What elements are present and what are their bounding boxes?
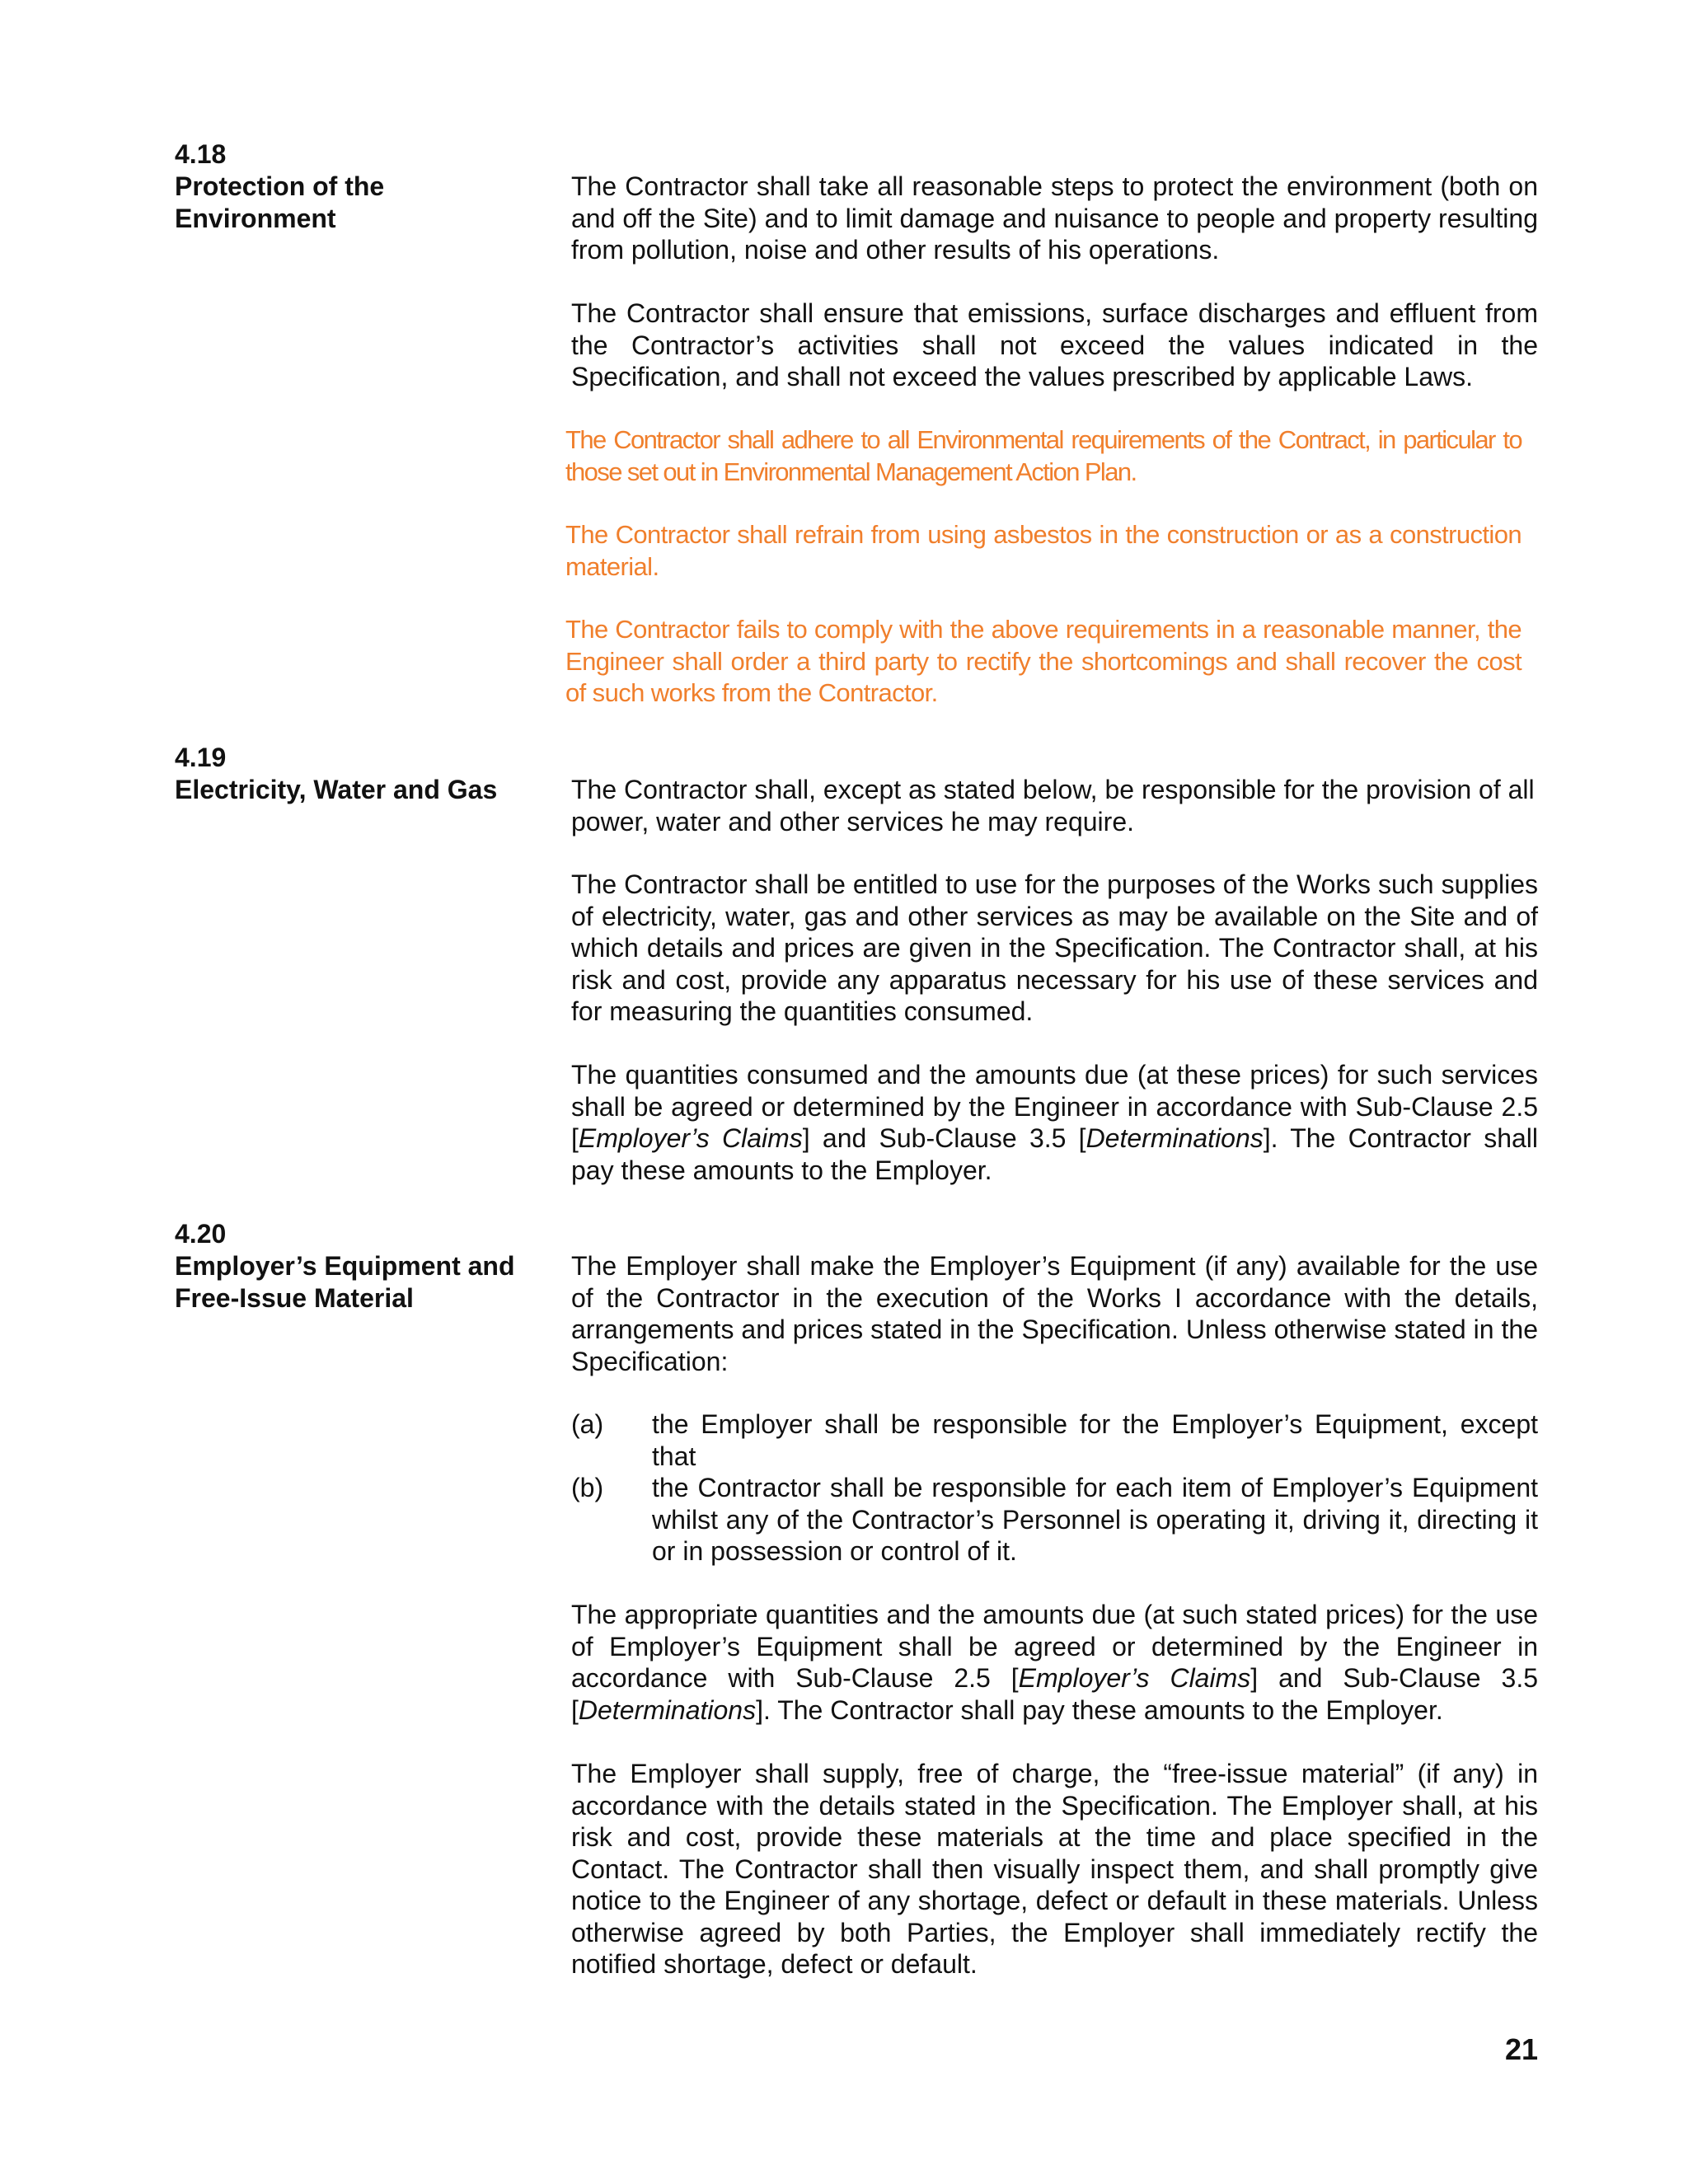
list-item — [571, 1472, 1538, 1568]
clause-reference: Employer’s Claims — [1018, 1663, 1251, 1693]
paragraph: The Contractor shall ensure that emissions, surface discharges and effluent from the Contractor’s activities shall not exceed the values indicated in the Specification, and shall not exceed the values prescribed by applicable Laws. — [571, 298, 1538, 391]
section-heading-4-20 — [175, 1218, 521, 1315]
list-text: the Contractor shall be responsible for each item of Employer’s Equipment whilst any of the Contractor’s Personnel is operating it, driving it, directing it or in possession or control of it. — [652, 1473, 1538, 1566]
page-number: 21 — [1504, 2032, 1538, 2066]
section-title: Protection of the Environment — [175, 171, 385, 233]
paragraph: The Contractor shall, except as stated below, be responsible for the provision of all power, water and other services he may require. — [571, 775, 1535, 837]
paragraph: The Contractor shall be entitled to use for the purposes of the Works such supplies of electricity, water, gas and other services as may be available on the Site and of which details and prices are given in the Specification. The Contractor shall, at his risk and cost, provide any apparatus necessary for his use of these services and for measuring the quantities consumed. — [571, 869, 1538, 1026]
section-number: 4.19 — [175, 743, 227, 772]
section-heading-4-19 — [175, 742, 521, 806]
paragraph: The Employer shall make the Employer’s Equipment (if any) available for the use of the Contractor in the execution of the Works I accordance with the details, arrangements and prices stated in the Specification. Unless otherwise stated in the Specification: — [571, 1251, 1538, 1376]
section-heading-4-18 — [175, 138, 521, 235]
text-run: The quantities consumed and the amounts due (at these prices) for such services shall be agreed or determined by the Engineer in accordance with Sub-Clause 2.5 [ — [571, 1060, 1538, 1153]
list-text: the Employer shall be responsible for the Employer’s Equipment, except that — [652, 1409, 1538, 1471]
paragraph: The Employer shall supply, free of charge, the “free-issue material” (if any) in accordance with the details stated in the Specification. The Employer shall, at his risk and cost, provide these materials at the time and place specified in the Contact. The Contractor shall then visually inspect them, and shall promptly give notice to the Engineer of any shortage, defect or default in these materials. Unless otherwise agreed by both Parties, the Employer shall immediately rectify the notified shortage, defect or default. — [571, 1759, 1538, 1979]
clause-reference: Determinations — [578, 1694, 757, 1725]
section-title: Employer’s Equipment and Free-Issue Material — [175, 1251, 515, 1313]
section-number: 4.18 — [175, 139, 227, 169]
clause-reference: Employer’s Claims — [578, 1123, 803, 1153]
list-marker: (a) — [571, 1409, 604, 1439]
text-run: ] and Sub-Clause 3.5 [ — [571, 1663, 1539, 1725]
paragraph-with-references — [571, 1059, 1538, 1186]
amended-paragraph: The Contractor shall refrain from using asbestos in the construction or as a construction material. — [565, 520, 1522, 581]
amended-paragraph: The Contractor fails to comply with the above requirements in a reasonable manner, the Engineer shall order a third party to rectify the shortcomings and shall recover the cost of such works from the Contractor. — [565, 615, 1522, 707]
text-run: The appropriate quantities and the amounts due (at such stated prices) for the use of Employer’s Equipment shall be agreed or determined by the Engineer in accordance with Sub-Clause 2.5 [ — [571, 1600, 1538, 1693]
section-number: 4.20 — [175, 1219, 227, 1249]
list-item — [571, 1408, 1538, 1472]
list-marker: (b) — [571, 1473, 604, 1502]
clause-reference: Determinations — [1085, 1123, 1264, 1153]
paragraph: The Contractor shall take all reasonable steps to protect the environment (both on and off the Site) and to limit damage and nuisance to people and property resulting from pollution, noise and other results of his operations. — [571, 171, 1538, 265]
paragraph-with-references — [571, 1599, 1538, 1726]
section-title: Electricity, Water and Gas — [175, 775, 498, 804]
text-run: ]. The Contractor shall pay these amounts to the Employer. — [756, 1694, 1443, 1725]
text-run: ]. The Contractor shall pay these amounts to the Employer. — [571, 1123, 1539, 1185]
amended-paragraph: The Contractor shall adhere to all Environmental requirements of the Contract, in particular to those set out in Environmental Management Action Plan. — [565, 425, 1522, 486]
text-run: ] and Sub-Clause 3.5 [ — [802, 1123, 1086, 1153]
